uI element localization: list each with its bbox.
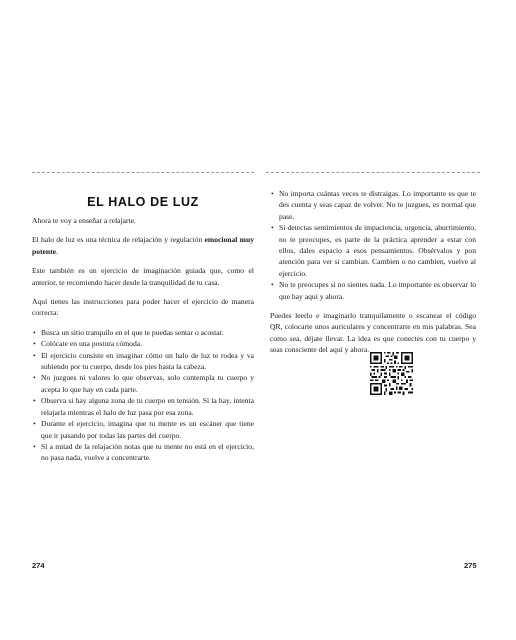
qr-code-icon[interactable]: [370, 352, 413, 395]
paragraph-text: El halo de luz es una técnica de relajación y regulación: [32, 235, 205, 245]
right-body-text: [270, 188, 476, 364]
list-item: • Colócate en una postura cómoda.: [32, 338, 254, 349]
instruction-list: [32, 327, 254, 464]
paragraph: [32, 234, 254, 257]
instruction-list: [270, 188, 476, 302]
list-item: • No juzgues ni valores lo que observas, solo contempla tu cuerpo y acepta lo que hay en cada parte.: [32, 372, 254, 395]
list-item: • No te preocupes si no sientes nada. Lo importante es observar lo que hay aquí y ahora.: [270, 279, 476, 302]
paragraph: Este también es un ejercicio de imaginación guiada que, como el anterior, te recomiendo hacer desde la tranquilidad de tu casa.: [32, 266, 254, 287]
dashed-divider: [32, 172, 254, 173]
page-title: EL HALO DE LUZ: [87, 195, 199, 209]
list-item: • Observa si hay alguna zona de tu cuerpo en tensión. Si la hay, intenta relajarla mientras el halo de luz pasa por esa zona.: [32, 395, 254, 418]
list-item: • Si a mitad de la relajación notas que tu mente no está en el ejercicio, no pasa nada, vuelve a concentrarte.: [32, 441, 254, 464]
dashed-divider: [266, 172, 480, 173]
page-number: 275: [464, 561, 477, 570]
right-page: [258, 0, 516, 640]
paragraph: Puedes leerlo e imaginarlo tranquilamente o escanear el código QR, colocarte unos auriculares y concentrarte en mis palabras. Sea como sea, déjate llevar. La idea es que conectes con tu cuerpo y seas consciente del aquí y ahora.: [270, 311, 476, 355]
list-item: • Durante el ejercicio, imagina que tu mente es un escáner que tiene que ir pasando por todas las partes del cuerpo.: [32, 418, 254, 441]
list-item: • No importa cuántas veces te distraigas. Lo importante es que te des cuenta y seas capaz de volver. No te juzgues, es normal que pase.: [270, 188, 476, 222]
paragraph: Aquí tienes las instrucciones para poder hacer el ejercicio de manera correcta:: [32, 297, 254, 318]
emphasis-text: emocional muy potente: [32, 235, 254, 256]
paragraph-text: .: [56, 246, 58, 256]
list-item: • El ejercicio consiste en imaginar cómo un halo de luz te rodea y va subiendo por tu cuerpo, desde los pies hasta la cabeza.: [32, 350, 254, 373]
list-item: • Busca un sitio tranquilo en el que te puedas sentar o acostar.: [32, 327, 254, 338]
page-number: 274: [32, 561, 45, 570]
list-item: • Si detectas sentimientos de impaciencia, urgencia, aburrimiento, no te preocupes, es parte de la práctica aprender a estar con ellos, dales espacio a esos pensamientos. Obsérvalos y pon atención para ver si cambian. Cambien o no cambien, vuelve al ejercicio.: [270, 222, 476, 279]
left-body-text: [32, 215, 254, 472]
paragraph: Ahora te voy a enseñar a relajarte.: [32, 216, 136, 225]
